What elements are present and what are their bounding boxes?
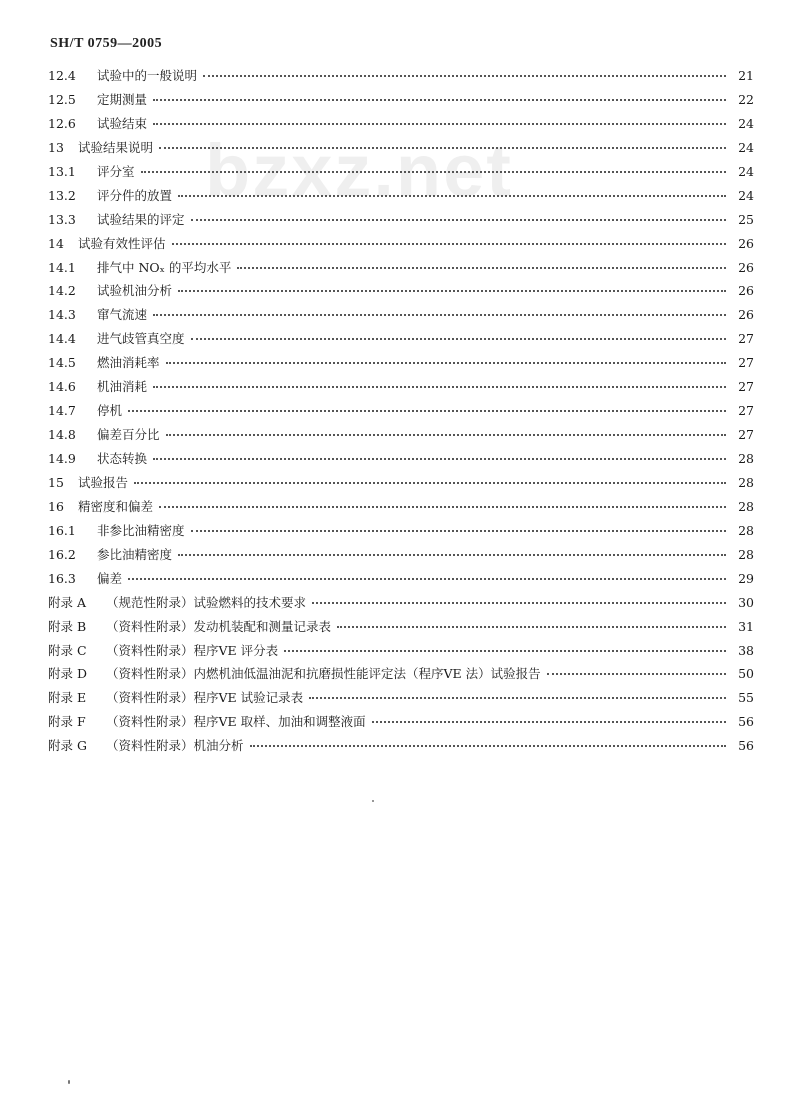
toc-entry-title: （资料性附录）机油分析 [106, 738, 244, 754]
toc-entry-page: 24 [738, 139, 754, 155]
toc-entry-page: 28 [738, 522, 754, 538]
toc-entry [48, 662, 754, 686]
toc-dot-leader [159, 505, 726, 508]
toc-entry [48, 160, 754, 184]
toc-entry [48, 327, 754, 351]
toc-entry-number: 附录 C [48, 642, 87, 658]
toc-entry-number: 16.2 [48, 546, 76, 562]
toc-dot-leader [153, 385, 726, 388]
toc-dot-leader [159, 146, 726, 149]
toc-entry-page: 26 [738, 235, 754, 251]
toc-entry-page: 56 [738, 738, 754, 754]
toc-entry-page: 27 [738, 427, 754, 443]
toc-entry-title: 机油消耗 [97, 379, 148, 395]
toc-dot-leader [166, 433, 726, 436]
toc-entry-title: 试验结果的评定 [97, 211, 185, 227]
toc-entry-title: 试验有效性评估 [78, 235, 166, 251]
toc-entry-page: 24 [738, 187, 754, 203]
toc-entry [48, 591, 754, 615]
toc-dot-leader [178, 553, 726, 556]
toc-entry-number: 14.7 [48, 403, 76, 419]
toc-entry [48, 495, 754, 519]
toc-entry [48, 399, 754, 423]
toc-entry-number: 16 [48, 498, 64, 514]
toc-entry-title: 窜气流速 [97, 307, 148, 323]
toc-entry [48, 256, 754, 280]
toc-entry [48, 184, 754, 208]
toc-entry-number: 附录 D [48, 666, 87, 682]
toc-entry-title: 评分件的放置 [97, 187, 173, 203]
toc-dot-leader [153, 457, 726, 460]
toc-entry-number: 14 [48, 235, 64, 251]
toc-entry-page: 29 [738, 570, 754, 586]
toc-dot-leader [153, 98, 726, 101]
toc-entry-title: 进气歧管真空度 [97, 331, 185, 347]
toc-entry-title: 试验中的一般说明 [97, 68, 198, 83]
toc-entry [48, 471, 754, 495]
toc-entry-number: 14.8 [48, 427, 76, 443]
toc-entry-title: （资料性附录）程序ⅤE 试验记录表 [106, 690, 304, 706]
toc-entry-title: 评分室 [97, 163, 135, 179]
toc-entry-page: 22 [738, 91, 754, 107]
toc-dot-leader [547, 672, 726, 675]
table-of-contents [48, 64, 754, 758]
toc-entry-number: 16.1 [48, 522, 76, 538]
toc-entry [48, 710, 754, 734]
toc-dot-leader [178, 289, 726, 292]
toc-entry-page: 27 [738, 403, 754, 419]
toc-entry [48, 615, 754, 639]
toc-dot-leader [128, 577, 726, 580]
toc-entry-number: 附录 E [48, 690, 87, 706]
toc-entry-page: 31 [738, 618, 754, 634]
toc-dot-leader [153, 313, 726, 316]
toc-entry-page: 38 [738, 642, 754, 658]
toc-entry-number: 14.5 [48, 355, 76, 371]
toc-dot-leader [191, 218, 726, 221]
toc-entry-number: 13 [48, 139, 64, 155]
toc-dot-leader [153, 122, 726, 125]
toc-entry [48, 232, 754, 256]
toc-entry [48, 567, 754, 591]
toc-entry-page: 28 [738, 451, 754, 466]
toc-entry-page: 28 [738, 546, 754, 562]
toc-dot-leader [128, 409, 726, 412]
scan-speck [372, 800, 374, 802]
toc-entry [48, 208, 754, 232]
toc-entry-page: 27 [738, 355, 754, 371]
toc-entry [48, 543, 754, 567]
toc-entry [48, 88, 754, 112]
toc-entry-title: 燃油消耗率 [97, 355, 160, 371]
toc-entry-title: （资料性附录）程序ⅤE 评分表 [106, 642, 279, 658]
toc-entry-number: 14.6 [48, 379, 76, 395]
toc-dot-leader [134, 481, 726, 484]
toc-entry-title: 非参比油精密度 [97, 522, 185, 538]
toc-entry-title: 排气中 NOₓ 的平均水平 [97, 259, 232, 275]
toc-entry-page: 28 [738, 498, 754, 514]
toc-dot-leader [191, 529, 726, 532]
toc-entry-number: 14.4 [48, 331, 76, 347]
toc-entry [48, 375, 754, 399]
toc-dot-leader [166, 361, 726, 364]
toc-entry-page: 26 [738, 307, 754, 323]
toc-entry-page: 26 [738, 259, 754, 275]
toc-entry-title: 停机 [97, 403, 123, 419]
toc-entry-page: 28 [738, 474, 754, 490]
toc-entry-number: 14.1 [48, 259, 76, 275]
toc-dot-leader [178, 194, 726, 197]
toc-entry-page: 55 [738, 690, 754, 706]
toc-entry-title: （规范性附录）试验燃料的技术要求 [106, 594, 307, 610]
toc-entry-title: 状态转换 [97, 451, 148, 466]
toc-entry-number: 16.3 [48, 570, 76, 586]
toc-dot-leader [284, 649, 726, 652]
toc-entry [48, 303, 754, 327]
toc-dot-leader [337, 625, 726, 628]
toc-entry-number: 12.6 [48, 115, 76, 131]
toc-entry-title: （资料性附录）程序ⅤE 取样、加油和调整液面 [106, 714, 366, 730]
toc-entry-number: 附录 B [48, 618, 87, 634]
toc-entry-title: 参比油精密度 [97, 546, 173, 562]
toc-entry-page: 27 [738, 331, 754, 347]
toc-entry-page: 27 [738, 379, 754, 395]
toc-entry-page: 24 [738, 163, 754, 179]
toc-entry-number: 附录 A [48, 594, 87, 610]
toc-entry-title: （资料性附录）发动机装配和测量记录表 [106, 618, 332, 634]
toc-entry-title: 试验机油分析 [97, 283, 173, 299]
toc-entry-page: 26 [738, 283, 754, 299]
toc-entry-number: 13.2 [48, 187, 76, 203]
toc-entry [48, 639, 754, 663]
toc-entry-number: 附录 F [48, 714, 86, 730]
toc-dot-leader [312, 601, 726, 604]
toc-dot-leader [250, 744, 726, 747]
toc-entry [48, 279, 754, 303]
toc-dot-leader [237, 266, 726, 269]
toc-entry-page: 24 [738, 115, 754, 131]
toc-entry-page: 50 [738, 666, 754, 682]
toc-entry [48, 519, 754, 543]
toc-entry-page: 25 [738, 211, 754, 227]
toc-entry-title: 试验结果说明 [78, 139, 154, 155]
toc-entry [48, 351, 754, 375]
toc-dot-leader [372, 720, 726, 723]
toc-entry-title: 偏差 [97, 570, 123, 586]
toc-dot-leader [203, 74, 726, 77]
toc-entry [48, 112, 754, 136]
toc-dot-leader [172, 242, 726, 245]
toc-entry-page: 30 [738, 594, 754, 610]
toc-dot-leader [141, 170, 726, 173]
toc-entry-number: 13.3 [48, 211, 76, 227]
toc-entry [48, 686, 754, 710]
toc-entry [48, 423, 754, 447]
toc-entry-page: 56 [738, 714, 754, 730]
toc-entry-title: 试验报告 [78, 474, 129, 490]
toc-entry-number: 15 [48, 474, 64, 490]
toc-entry-title: 精密度和偏差 [78, 498, 154, 514]
toc-entry-number: 14.2 [48, 283, 76, 299]
toc-entry-number: 13.1 [48, 163, 76, 179]
toc-entry [48, 136, 754, 160]
toc-entry-title: 偏差百分比 [97, 427, 160, 443]
toc-entry [48, 734, 754, 758]
scan-speck [68, 1080, 70, 1084]
toc-dot-leader [309, 696, 726, 699]
toc-dot-leader [191, 337, 726, 340]
toc-entry [48, 64, 754, 88]
toc-entry-title: 试验结束 [97, 115, 148, 131]
toc-entry-number: 12.4 [48, 68, 76, 83]
toc-entry-page: 21 [738, 68, 754, 83]
toc-entry-title: 定期测量 [97, 91, 148, 107]
toc-entry-number: 附录 G [48, 738, 87, 754]
toc-entry-title: （资料性附录）内燃机油低温油泥和抗磨损性能评定法（程序ⅤE 法）试验报告 [106, 666, 541, 682]
toc-entry-number: 14.3 [48, 307, 76, 323]
document-code: SH/T 0759—2005 [50, 36, 163, 51]
toc-entry-number: 12.5 [48, 91, 76, 107]
watermark: bzxz.net [205, 129, 513, 212]
toc-entry-number: 14.9 [48, 451, 76, 466]
toc-entry [48, 447, 754, 471]
